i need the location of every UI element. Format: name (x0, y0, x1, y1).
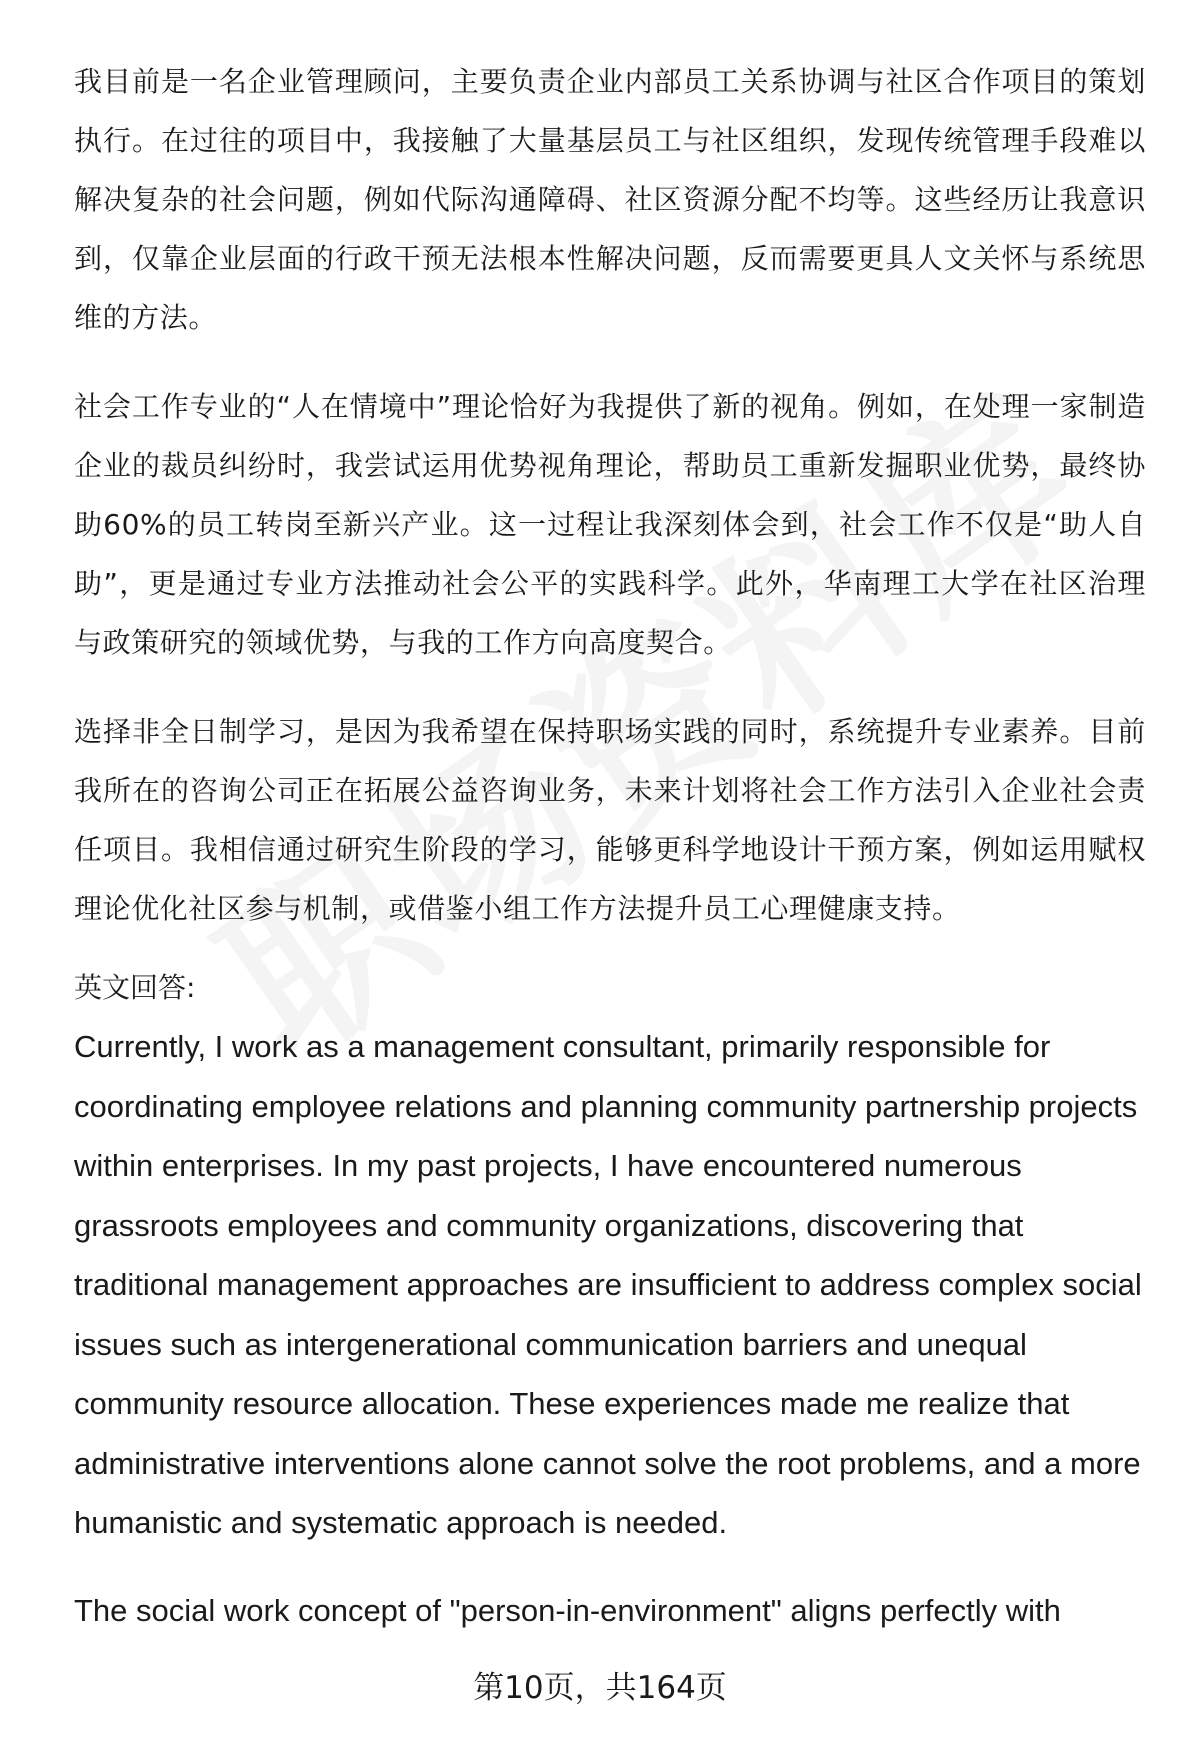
english-answer-label: 英文回答: (74, 971, 196, 1004)
paragraph-en-2: The social work concept of "person-in-environment" aligns perfectly with (74, 1592, 1061, 1628)
page-number: 第10页，共164页 (473, 1670, 727, 1706)
paragraph-cn-3: 选择非全日制学习，是因为我希望在保持职场实践的同时，系统提升专业素养。目前我所在的咨询公司正在拓展公益咨询业务，未来计划将社会工作方法引入企业社会责任项目。我相信通过研究生阶段的学习，能够更科学地设计干预方案，例如运用赋权理论优化社区参与机制，或借鉴小组工作方法提升员工心理健康支持。 (74, 715, 1146, 925)
paragraph-cn-1: 我目前是一名企业管理顾问，主要负责企业内部员工关系协调与社区合作项目的策划执行。在过往的项目中，我接触了大量基层员工与社区组织，发现传统管理手段难以解决复杂的社会问题，例如代际沟通障碍、社区资源分配不均等。这些经历让我意识到，仅靠企业层面的行政干预无法根本性解决问题，反而需要更具人文关怀与系统思维的方法。 (74, 65, 1146, 334)
document-body (74, 52, 1146, 1668)
paragraph-en-1: Currently, I work as a management consultant, primarily responsible for coordinating employee relations and planning community partnership projects within enterprises. In my past projects, I have encountered numerous grassroots employees and community organizations, discovering that traditional management approaches are insufficient to address complex social issues such as intergenerational communication barriers and unequal community resource allocation. These experiences made me realize that administrative interventions alone cannot solve the root problems, and a more humanistic and systematic approach is needed. (74, 1029, 1142, 1540)
paragraph-cn-2: 社会工作专业的“人在情境中”理论恰好为我提供了新的视角。例如，在处理一家制造企业的裁员纠纷时，我尝试运用优势视角理论，帮助员工重新发掘职业优势，最终协助60%的员工转岗至新兴产业。这一过程让我深刻体会到，社会工作不仅是“助人自助”，更是通过专业方法推动社会公平的实践科学。此外，华南理工大学在社区治理与政策研究的领域优势，与我的工作方向高度契合。 (74, 390, 1146, 659)
